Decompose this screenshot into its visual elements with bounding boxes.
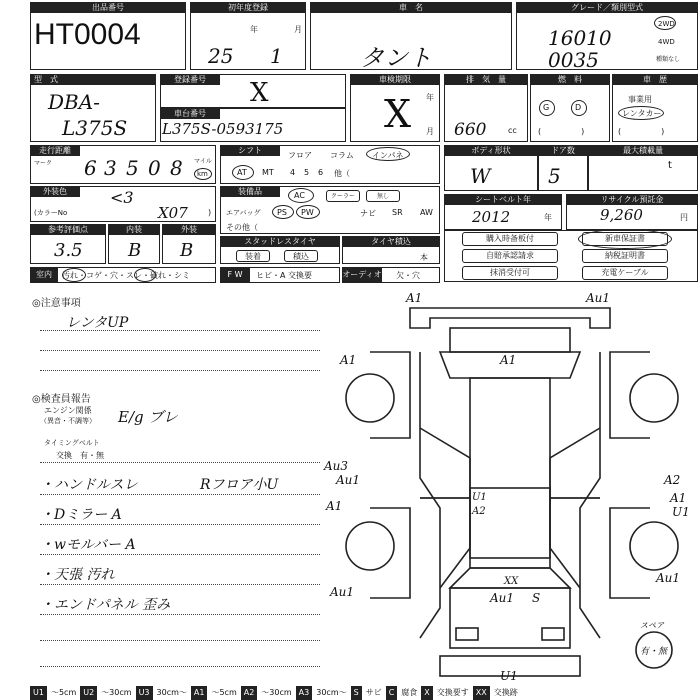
- report-line-1: [40, 462, 320, 463]
- capacity-label: 最大積載量: [588, 145, 698, 156]
- grade-value-2: 0035: [548, 48, 599, 72]
- recycle-unit: 円: [680, 213, 688, 222]
- report-item-2: ・Dミラー A: [40, 507, 122, 523]
- equip-airbag: エアバッグ: [226, 209, 261, 217]
- legend-val-5: 〜30cm: [261, 688, 292, 697]
- wheel-rear-right: [630, 522, 678, 570]
- mark-16: Au1: [656, 571, 681, 585]
- legend-bar: [30, 686, 700, 700]
- studless-label: スタッドレスタイヤ: [220, 236, 340, 247]
- mark-17: U1: [500, 669, 518, 683]
- spare-mark: 有・無: [640, 647, 668, 657]
- doc-item-3: 抹消受付可: [462, 266, 558, 280]
- shift-label: シフト: [220, 145, 280, 156]
- drive-2wd-circle: [654, 16, 676, 30]
- shift-other: 他（: [334, 169, 350, 178]
- mark-9: A2: [664, 473, 681, 487]
- doc-item-4-circle: [578, 229, 672, 249]
- equip-ac: AC: [294, 191, 305, 200]
- mark-11: U1: [672, 505, 690, 519]
- shift-floor: フロア: [288, 151, 312, 160]
- seatbelt-value: 2012: [472, 208, 511, 226]
- right-door-front: [550, 428, 600, 498]
- drive-none: 種類なし: [656, 56, 681, 63]
- fuel-paren: ( ): [538, 127, 585, 136]
- seatbelt-label: シートベルト年: [444, 194, 562, 205]
- legend-key-9: X: [421, 686, 432, 700]
- equip-ps: PS: [277, 208, 287, 217]
- shift-5: 5: [304, 168, 310, 177]
- report-line-4: [40, 554, 320, 555]
- mark-12: XX: [504, 576, 519, 587]
- legend-key-6: A3: [296, 686, 313, 700]
- legend-key-2: U2: [80, 686, 97, 700]
- mileage-km: km: [197, 170, 208, 178]
- mark-2: Au1: [586, 291, 611, 305]
- notes-line-2: [40, 350, 320, 351]
- first-reg-year: 25: [208, 44, 234, 68]
- tail-light-left: [456, 628, 478, 640]
- audio-text: 欠・穴: [396, 271, 420, 280]
- report-timing-label: タイミングベルト: [44, 439, 100, 447]
- report-item-4: ・天張 汚れ: [40, 567, 115, 583]
- legend-val-9: 交換要す: [436, 688, 469, 697]
- history-paren: ( ): [618, 127, 665, 136]
- shift-4: 4: [290, 168, 296, 177]
- mark-6: A1: [326, 499, 343, 513]
- tire-load-unit: 本: [420, 253, 428, 262]
- interior-value: B: [128, 240, 142, 261]
- shift-6: 6: [318, 168, 324, 177]
- mark-5: Au3: [324, 459, 349, 473]
- doc-item-4: 新車保証書: [582, 232, 668, 246]
- body-shape-value: W: [470, 164, 491, 188]
- report-line-3: [40, 524, 320, 525]
- mark-18: Au1: [336, 473, 361, 487]
- legend-key-5: A2: [241, 686, 258, 700]
- model-line-2: L375S: [62, 116, 128, 140]
- notes-title: ◎注意事項: [32, 298, 81, 309]
- hood: [450, 328, 570, 352]
- reg-no-value: X: [250, 78, 269, 108]
- tail-light-right: [542, 628, 564, 640]
- equip-cooler: クーラー: [326, 190, 360, 202]
- roof: [470, 378, 550, 568]
- fuel-label: 燃 料: [530, 74, 610, 85]
- body-shape-label: ボディ形状: [444, 145, 538, 156]
- car-name: タント: [360, 44, 432, 72]
- first-reg-label: 初年度登録: [190, 2, 306, 13]
- mark-8: A2: [472, 506, 486, 517]
- report-item-3: ・wモルバー A: [40, 537, 136, 553]
- model-label: 型 式: [30, 74, 156, 85]
- mark-4: A1: [340, 353, 357, 367]
- report-line-7: [40, 640, 320, 641]
- mileage-label: 走行距離: [30, 145, 80, 156]
- interior-cond-circle-a: [62, 268, 86, 282]
- color-code-label: (カラーNo: [34, 209, 68, 217]
- wheel-front-right: [630, 374, 678, 422]
- grade-value-1: 16010: [548, 26, 612, 50]
- legend-key-3: U3: [136, 686, 153, 700]
- spare-label: スペア: [640, 621, 664, 630]
- lot-number: HT0004: [34, 18, 141, 51]
- studless-mounted: 装着: [236, 250, 270, 262]
- report-line-5: [40, 584, 320, 585]
- mark-1: A1: [406, 291, 423, 305]
- legend-key-1: U1: [30, 686, 47, 700]
- mileage-digit-2: 3: [104, 156, 117, 180]
- shift-instpanel: インパネ: [372, 151, 404, 160]
- mileage-digit-4: 0: [148, 156, 161, 180]
- color-label: 外装色: [30, 186, 80, 197]
- mark-13: Au1: [490, 591, 515, 605]
- mileage-digit-1: 6: [84, 156, 97, 180]
- tire-load-label: タイヤ積込: [342, 236, 440, 247]
- body-left: [420, 352, 440, 638]
- mileage-digit-5: 8: [170, 156, 183, 180]
- report-title: ◎検査員報告: [32, 394, 91, 405]
- legend-val-1: 〜5cm: [50, 688, 77, 697]
- history-business: 事業用: [628, 95, 652, 104]
- report-item-5: ・エンドパネル 歪み: [40, 597, 171, 613]
- drive-4wd: 4WD: [658, 38, 675, 46]
- doc-item-6: 充電ケーブル: [582, 266, 668, 280]
- shift-column: コラム: [330, 151, 354, 160]
- fuel-g: G: [543, 103, 550, 112]
- legend-val-4: 〜5cm: [211, 688, 237, 697]
- interior-cond-label: 室内: [30, 267, 58, 283]
- doc-item-1: 購入時备板付: [462, 232, 558, 246]
- report-extra: Rフロア小U: [200, 477, 279, 493]
- car-name-label: 車 名: [310, 2, 512, 13]
- inspection-month-label: 月: [426, 127, 434, 136]
- mark-14: S: [532, 591, 541, 605]
- seatbelt-unit: 年: [544, 213, 552, 222]
- mileage-mark: マーク: [34, 160, 53, 167]
- shift-mt: MT: [262, 168, 274, 177]
- first-reg-month: 1: [270, 44, 283, 68]
- color-code-close: ): [208, 208, 212, 217]
- doc-item-5: 納税証明書: [582, 249, 668, 263]
- audio-label: オーディオ: [342, 267, 382, 283]
- fw-label: F W: [220, 267, 250, 283]
- color-code: X07: [158, 204, 188, 222]
- report-line-8: [40, 666, 320, 667]
- capacity-unit: t: [668, 160, 672, 171]
- equip-sr: SR: [392, 208, 403, 217]
- notes-text: レンタUP: [66, 315, 129, 331]
- car-diagram: [320, 288, 698, 686]
- ref-score-label: 参考評価点: [30, 224, 106, 235]
- left-door-front: [420, 428, 470, 498]
- legend-key-7: S: [351, 686, 362, 700]
- legend-val-7: サビ: [365, 688, 382, 697]
- report-line-6: [40, 614, 320, 615]
- equip-aw: AW: [420, 208, 433, 217]
- report-engine-label: エンジン関係: [44, 406, 92, 415]
- legend-val-3: 30cm〜: [156, 688, 187, 697]
- studless-loaded: 積込: [284, 250, 318, 262]
- first-reg-year-label: 年: [250, 25, 258, 34]
- first-reg-month-label: 月: [294, 25, 302, 34]
- recycle-label: リサイクル預託金: [566, 194, 698, 205]
- shift-at: AT: [237, 168, 247, 177]
- legend-key-10: XX: [473, 686, 490, 700]
- chassis-label: 車台番号: [160, 108, 220, 119]
- mileage-miles: マイル: [194, 158, 212, 165]
- legend-val-8: 腐食: [401, 688, 418, 697]
- lot-label: 出品番号: [30, 2, 186, 13]
- wheel-rear-left: [346, 522, 394, 570]
- report-engine-sub: （異音・不調等）: [40, 417, 96, 425]
- chassis-value: L375S-0593175: [162, 120, 284, 138]
- interior-cond-circle-b: [134, 268, 156, 282]
- color-value: <3: [110, 188, 134, 207]
- mark-10: A1: [670, 491, 687, 505]
- displacement-unit: cc: [508, 126, 517, 135]
- mark-7: U1: [472, 492, 487, 503]
- report-timing-sub: 交換 有・無: [56, 451, 104, 460]
- grade-label: グレード／類別型式: [516, 2, 698, 13]
- doors-label: ドア数: [538, 145, 588, 156]
- reg-no-label: 登録番号: [160, 74, 220, 85]
- inspection-year-label: 年: [426, 93, 434, 102]
- doors-value: 5: [548, 164, 561, 188]
- exterior-label: 外装: [162, 224, 216, 235]
- body-right: [580, 352, 600, 638]
- front-bumper: [410, 308, 610, 328]
- legend-val-2: 〜30cm: [101, 688, 132, 697]
- notes-line-1: [40, 330, 320, 331]
- report-item-1: ・ハンドルスレ: [40, 477, 138, 493]
- report-engine-text: E/g ブレ: [118, 408, 178, 426]
- wheel-front-left: [346, 374, 394, 422]
- displacement-label: 排 気 量: [444, 74, 528, 85]
- history-label: 車 歴: [612, 74, 698, 85]
- fw-text: ヒビ・A 交換要: [256, 271, 313, 280]
- doc-item-2: 自賠承認請求: [462, 249, 558, 263]
- legend-val-10: 交換跡: [493, 688, 518, 697]
- mark-3: A1: [500, 353, 517, 367]
- legend-val-6: 30cm〜: [316, 688, 347, 697]
- inspection-label: 車検期限: [350, 74, 440, 85]
- report-line-2: [40, 494, 320, 495]
- legend-key-8: C: [386, 686, 398, 700]
- legend-key-4: A1: [191, 686, 208, 700]
- equip-other: その他（: [226, 223, 258, 232]
- equip-navi: ナビ: [360, 209, 376, 218]
- interior-label: 内装: [108, 224, 160, 235]
- equipment-label: 装備品: [220, 186, 280, 197]
- equip-pw: PW: [301, 208, 314, 217]
- mileage-digit-3: 5: [126, 156, 139, 180]
- displacement-value: 660: [454, 120, 487, 140]
- mark-15: Au1: [330, 585, 355, 599]
- equip-none: 無し: [366, 190, 400, 202]
- history-rental: レンタカー: [622, 109, 662, 118]
- exterior-value: B: [180, 240, 194, 261]
- recycle-value: 9,260: [600, 206, 643, 224]
- drive-2wd: 2WD: [658, 20, 675, 28]
- interior-cond-text: 汚れ・コゲ・穴・スレ・破れ・シミ: [62, 271, 190, 280]
- fuel-d: D: [575, 103, 582, 112]
- inspection-value: X: [384, 92, 412, 136]
- model-line-1: DBA-: [48, 90, 100, 114]
- notes-line-3: [40, 370, 320, 371]
- ref-score-value: 3.5: [54, 240, 83, 261]
